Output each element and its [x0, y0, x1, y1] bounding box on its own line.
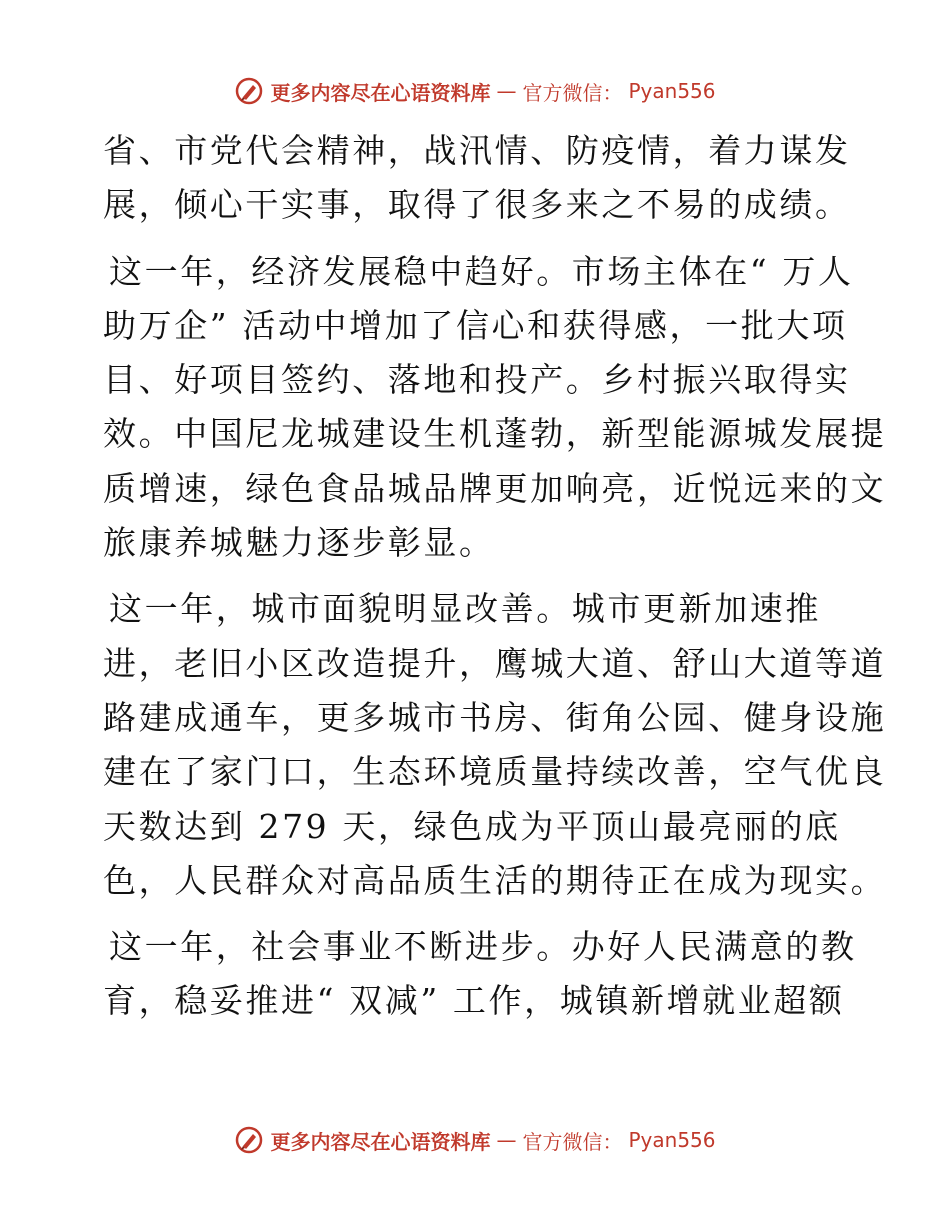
text-line: 省、市党代会精神，战汛情、防疫情，着力谋发: [103, 131, 851, 170]
banner-dash: —: [496, 79, 517, 103]
banner-wechat-label: 官方微信：: [522, 1129, 623, 1154]
banner-title: 更多内容尽在心语资料库: [270, 80, 491, 105]
header-banner: [0, 71, 950, 111]
text-line: 旅康养城魅力逐步彰显。: [103, 523, 495, 563]
paragraph: [103, 245, 887, 571]
text-line: 色，人民群众对高品质生活的期待正在成为现实。: [103, 860, 887, 900]
text-line: 目、好项目签约、落地和投产。乡村振兴取得实: [103, 360, 851, 400]
text-line: 这一年，城市面貌明显改善。城市更新加速推: [109, 589, 821, 629]
text-line: 质增速，绿色食品城品牌更加响亮，近悦远来的文: [103, 468, 887, 508]
paragraph: [103, 582, 887, 908]
text-line: 这一年，经济发展稳中趋好。市场主体在“ 万人: [109, 251, 854, 291]
pen-logo-icon: [234, 1125, 264, 1155]
footer-banner: [0, 1120, 950, 1160]
banner-dash: —: [496, 1128, 517, 1152]
text-line: 进，老旧小区改造提升，鹰城大道、舒山大道等道: [103, 643, 887, 683]
banner-title: 更多内容尽在心语资料库: [270, 1129, 491, 1154]
banner-wechat-id: Pyan556: [628, 1128, 716, 1152]
text-line: 效。中国尼龙城建设生机蓬勃，新型能源城发展提: [103, 414, 887, 454]
banner-wechat-id: Pyan556: [628, 79, 716, 103]
banner-wechat-label: 官方微信：: [522, 80, 623, 105]
text-line: 展，倾心干实事，取得了很多来之不易的成绩。: [103, 185, 851, 225]
document-body: [103, 124, 887, 1041]
text-line: 育，稳妥推进“ 双减” 工作，城镇新增就业超额: [103, 981, 845, 1021]
paragraph: [103, 124, 863, 233]
text-line: 建在了家门口，生态环境质量持续改善，空气优良: [103, 752, 887, 792]
text-line: 路建成通车，更多城市书房、街角公园、健身设施: [103, 697, 887, 737]
text-line: 这一年，社会事业不断进步。办好人民满意的教: [109, 927, 857, 967]
pen-logo-icon: [234, 76, 264, 106]
paragraph: [103, 920, 863, 1029]
text-line: 天数达到 279 天，绿色成为平顶山最亮丽的底: [103, 806, 841, 846]
text-line: 助万企” 活动中增加了信心和获得感，一批大项: [103, 305, 848, 345]
